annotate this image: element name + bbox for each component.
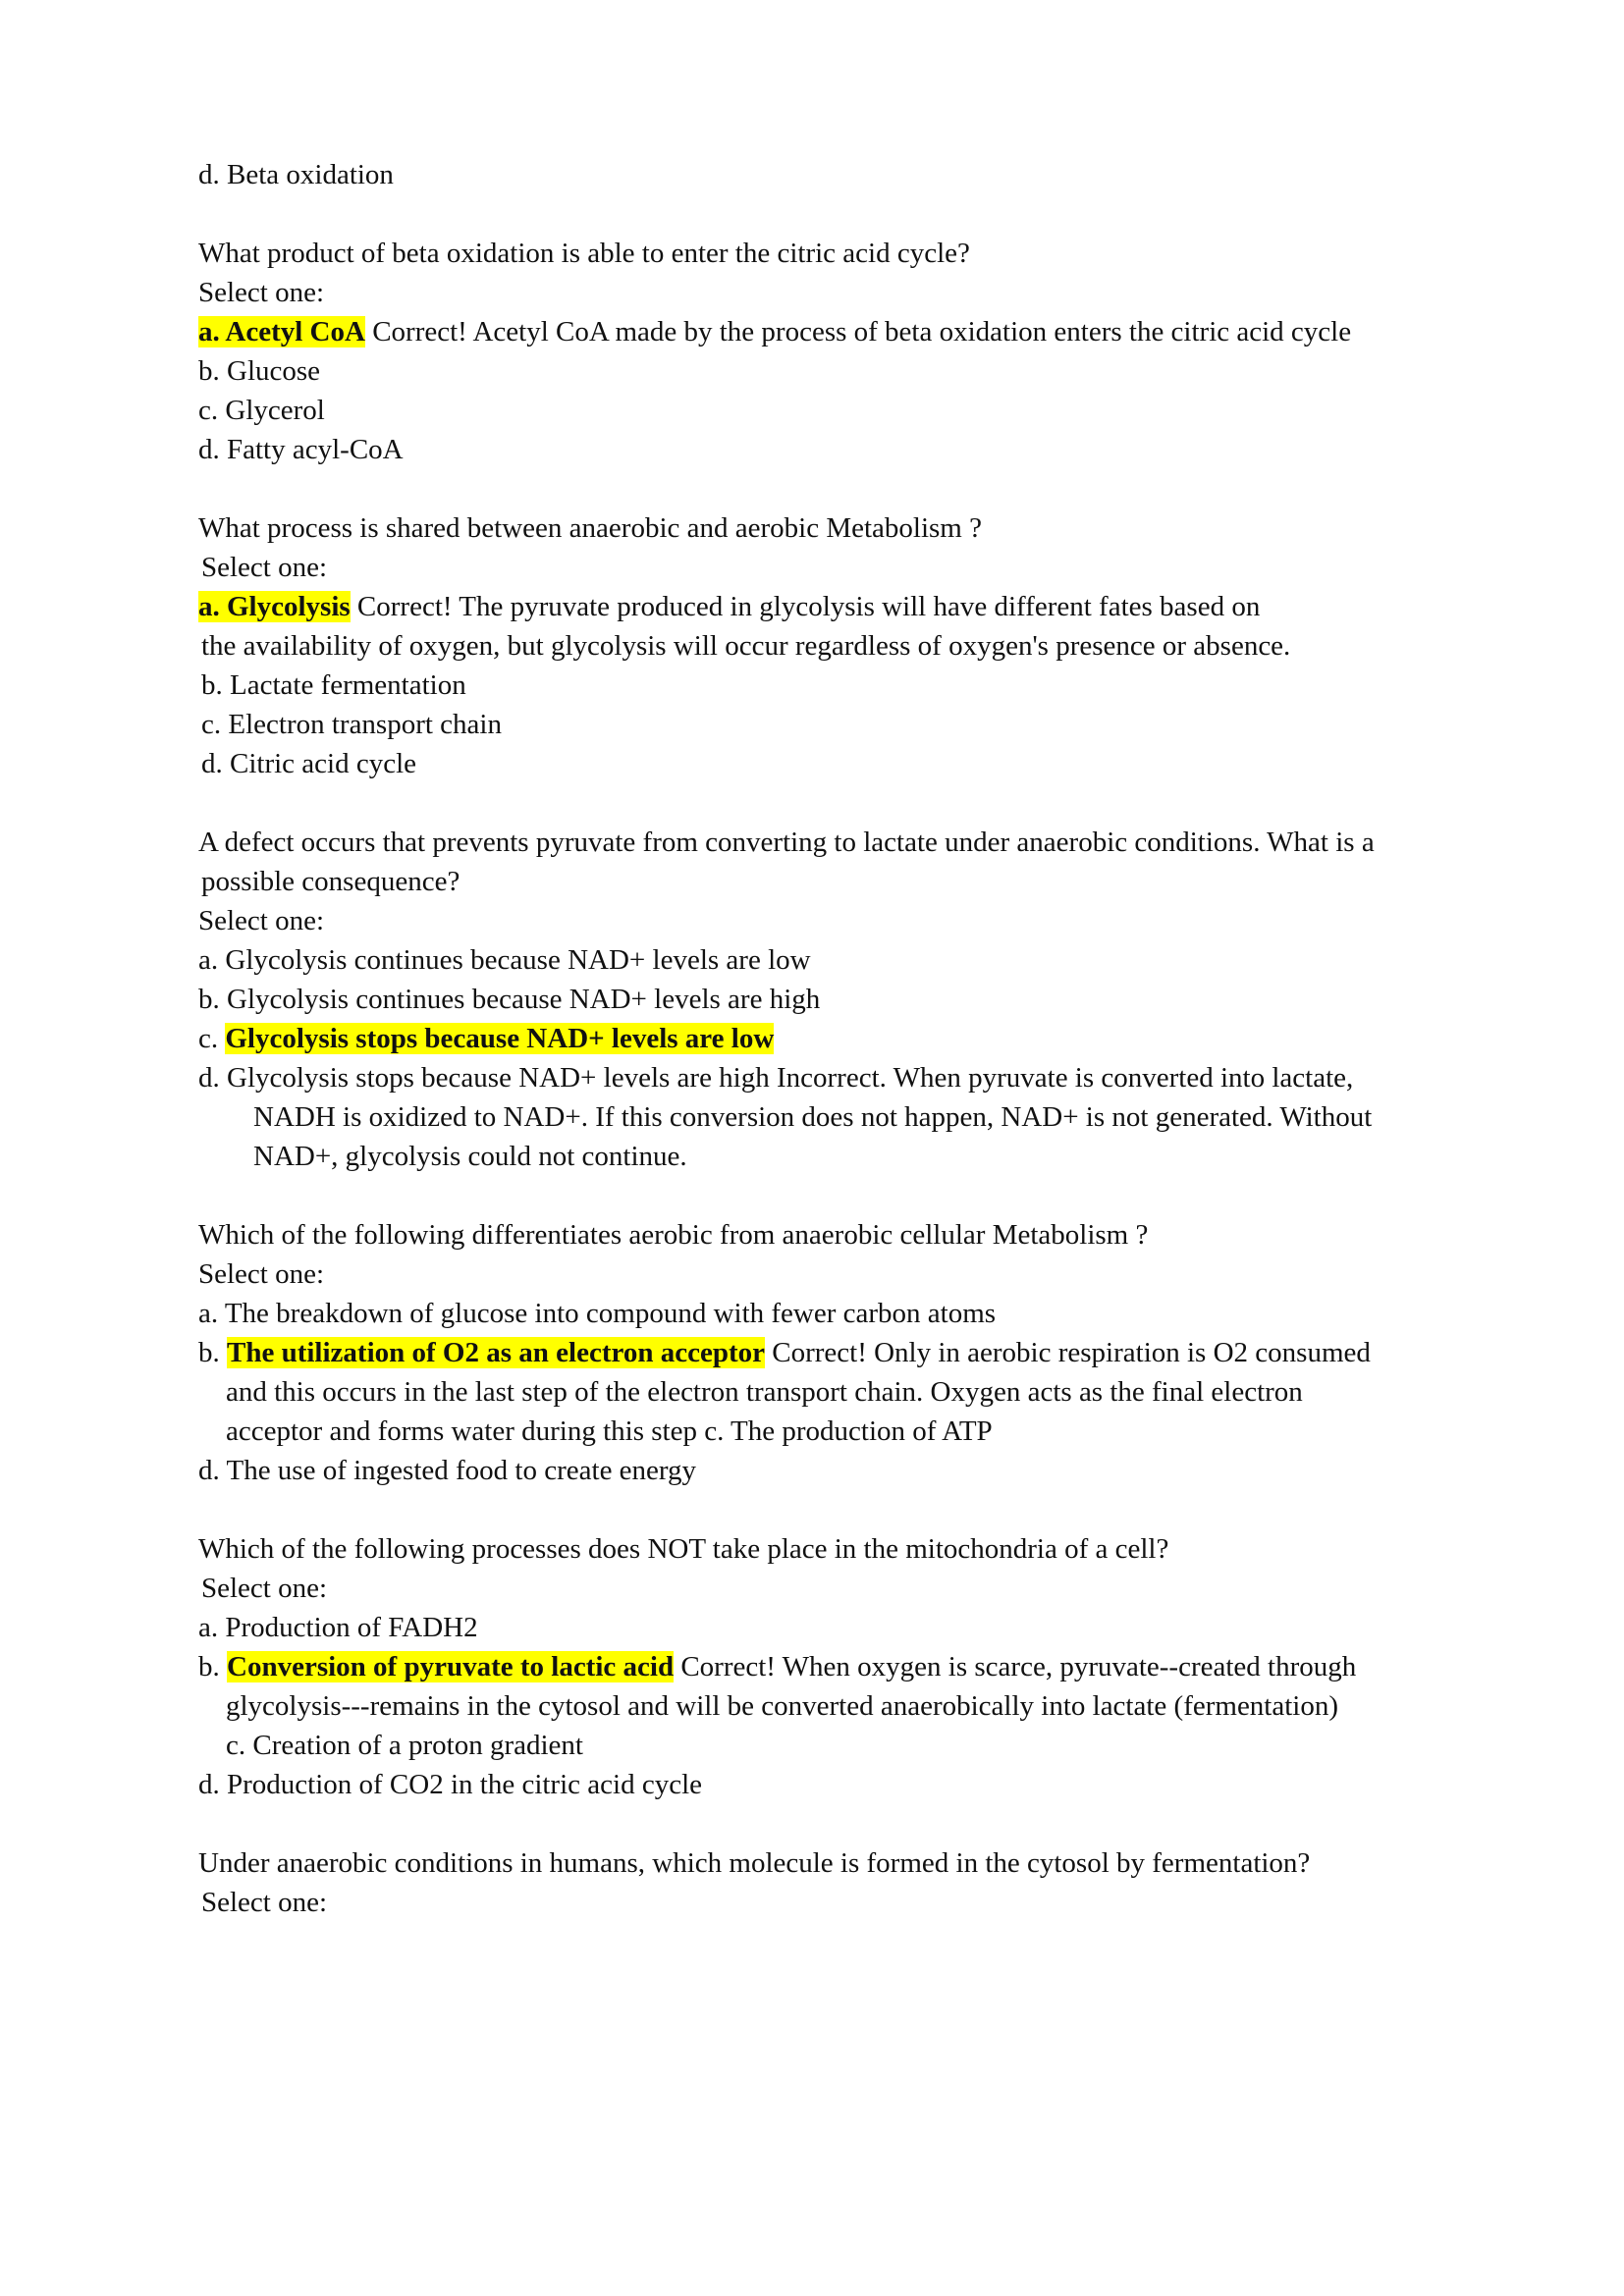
q2-question: What process is shared between anaerobic and aerobic Metabolism ?: [198, 512, 982, 544]
q1-option-c: c. Glycerol: [198, 395, 325, 426]
q3-select-one: Select one:: [198, 905, 325, 936]
q3-option-c-prefix: c.: [198, 1023, 226, 1054]
q3-option-d: d. Glycolysis stops because NAD+ levels are high Incorrect. When pyruvate is converted into lactate,: [198, 1062, 1354, 1094]
q3-feedback-line2: NADH is oxidized to NAD+. If this conversion does not happen, NAD+ is not generated. Without: [253, 1101, 1373, 1133]
q4-select-one: Select one:: [198, 1258, 325, 1290]
q3-option-c: [198, 1019, 774, 1058]
q1-option-a: [198, 312, 1351, 351]
q2-option-a: [198, 587, 1260, 626]
q2-option-b: b. Lactate fermentation: [201, 669, 466, 701]
q4-feedback-line3: acceptor and forms water during this step c. The production of ATP: [226, 1415, 993, 1447]
q4-feedback: Correct! Only in aerobic respiration is O2 consumed: [764, 1337, 1371, 1368]
q4-option-d: d. The use of ingested food to create energy: [198, 1455, 697, 1486]
q4-question: Which of the following differentiates aerobic from anaerobic cellular Metabolism ?: [198, 1219, 1149, 1251]
q3-question-line1: A defect occurs that prevents pyruvate from converting to lactate under anaerobic conditions. What is a: [198, 827, 1375, 858]
q5-select-one: Select one:: [201, 1573, 328, 1604]
q6-select-one: Select one:: [201, 1887, 328, 1918]
q5-answer-highlight: Conversion of pyruvate to lactic acid: [227, 1651, 675, 1682]
previous-option-d: d. Beta oxidation: [198, 159, 394, 190]
q2-answer-highlight: a. Glycolysis: [198, 591, 351, 622]
q4-option-b: [198, 1333, 1371, 1372]
q4-answer-highlight: The utilization of O2 as an electron acceptor: [227, 1337, 765, 1368]
q4-feedback-line2: and this occurs in the last step of the electron transport chain. Oxygen acts as the final electron: [226, 1376, 1303, 1408]
q6-question: Under anaerobic conditions in humans, which molecule is formed in the cytosol by fermentation?: [198, 1847, 1311, 1879]
q5-feedback-line3: c. Creation of a proton gradient: [226, 1730, 583, 1761]
q4-option-b-prefix: b.: [198, 1337, 227, 1368]
q1-option-b: b. Glucose: [198, 355, 321, 387]
q1-feedback: Correct! Acetyl CoA made by the process of beta oxidation enters the citric acid cycle: [364, 316, 1352, 347]
q5-option-d: d. Production of CO2 in the citric acid cycle: [198, 1769, 702, 1800]
q1-answer-highlight: a. Acetyl CoA: [198, 316, 365, 347]
q4-option-a: a. The breakdown of glucose into compound with fewer carbon atoms: [198, 1298, 997, 1329]
q5-feedback-line2: glycolysis---remains in the cytosol and will be converted anaerobically into lactate (fermentation): [226, 1690, 1339, 1722]
q1-select-one: Select one:: [198, 277, 325, 308]
q3-answer-highlight: Glycolysis stops because NAD+ levels are low: [225, 1023, 775, 1054]
q2-option-c: c. Electron transport chain: [201, 709, 502, 740]
q2-feedback-line2: the availability of oxygen, but glycolysis will occur regardless of oxygen's presence or absence.: [201, 630, 1291, 662]
q2-select-one: Select one:: [201, 552, 328, 583]
q3-option-a: a. Glycolysis continues because NAD+ levels are low: [198, 944, 811, 976]
q2-feedback: Correct! The pyruvate produced in glycolysis will have different fates based on: [350, 591, 1261, 622]
q1-option-d: d. Fatty acyl-CoA: [198, 434, 404, 465]
q5-feedback: Correct! When oxygen is scarce, pyruvate--created through: [674, 1651, 1357, 1682]
q5-option-b-prefix: b.: [198, 1651, 227, 1682]
q3-question-line2: possible consequence?: [201, 866, 460, 897]
q3-option-b: b. Glycolysis continues because NAD+ levels are high: [198, 984, 821, 1015]
q5-question: Which of the following processes does NOT take place in the mitochondria of a cell?: [198, 1533, 1169, 1565]
q5-option-a: a. Production of FADH2: [198, 1612, 478, 1643]
q5-option-b: [198, 1647, 1356, 1686]
q3-feedback-line3: NAD+, glycolysis could not continue.: [253, 1141, 687, 1172]
q2-option-d: d. Citric acid cycle: [201, 748, 417, 779]
q1-question: What product of beta oxidation is able to enter the citric acid cycle?: [198, 238, 970, 269]
